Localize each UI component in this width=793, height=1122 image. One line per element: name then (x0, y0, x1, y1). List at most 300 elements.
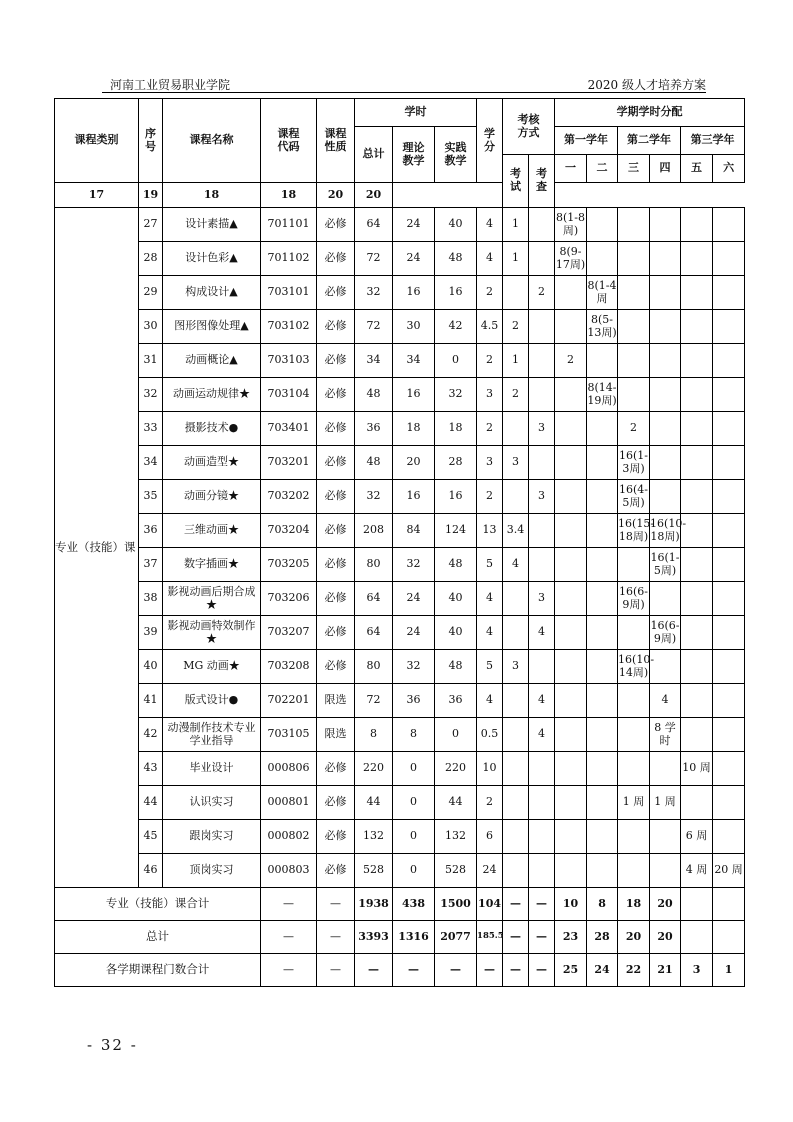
semester-6-cell (713, 412, 745, 446)
semester-6-cell (713, 582, 745, 616)
semester-4-cell (650, 752, 681, 786)
practice-hours-cell: 42 (435, 310, 477, 344)
course-name-cell: 版式设计● (163, 684, 261, 718)
table-row (55, 752, 745, 786)
semester-3-cell (618, 276, 650, 310)
semester-6-cell (713, 310, 745, 344)
semester-1-cell (555, 752, 587, 786)
course-code-cell: 703104 (261, 378, 317, 412)
seq-cell: 30 (139, 310, 163, 344)
practice-hours-cell: 124 (435, 514, 477, 548)
semester-4-cell: 1 周 (650, 786, 681, 820)
summary-practice-cell: — (435, 954, 477, 987)
semester-3-cell: 1 周 (618, 786, 650, 820)
semester-3-cell: 2 (618, 412, 650, 446)
semester-1-cell (555, 310, 587, 344)
exam-cell: 3 (503, 446, 529, 480)
theory-hours-cell: 0 (393, 820, 435, 854)
table-row (55, 684, 745, 718)
semester-4-cell (650, 412, 681, 446)
practice-hours-cell: 48 (435, 242, 477, 276)
total-hours-cell: 48 (355, 446, 393, 480)
summary-semester-4-cell: 20 (650, 888, 681, 921)
course-name-cell: 构成设计▲ (163, 276, 261, 310)
semester-1-cell (555, 446, 587, 480)
theory-hours-cell: 16 (393, 378, 435, 412)
summary-total-cell: 3393 (355, 921, 393, 954)
col-credit-header: 学 分 (477, 99, 503, 183)
credit-cell: 2 (477, 412, 503, 446)
year2-header: 第二学年 (618, 127, 681, 155)
semester-1-cell (555, 378, 587, 412)
course-code-cell: 703208 (261, 650, 317, 684)
semester-2-cell (587, 820, 618, 854)
total-hours-cell: 72 (355, 684, 393, 718)
semester-2-cell (587, 582, 618, 616)
seq-cell: 34 (139, 446, 163, 480)
semester-2-cell: 8(14-19周) (587, 378, 618, 412)
semester-5-cell (681, 276, 713, 310)
course-nature-cell: 必修 (317, 650, 355, 684)
semester-4-cell (650, 446, 681, 480)
semester-2-cell (587, 786, 618, 820)
summary-semester-3-cell: 20 (618, 921, 650, 954)
course-nature-cell: 必修 (317, 820, 355, 854)
table-row (55, 208, 745, 242)
practice-hours-cell: 16 (435, 480, 477, 514)
semester-6-cell (713, 276, 745, 310)
theory-hours-cell: 30 (393, 310, 435, 344)
practice-hours-cell: 40 (435, 582, 477, 616)
total-hours-cell: 72 (355, 310, 393, 344)
header-rule (102, 92, 706, 93)
course-nature-cell: 限选 (317, 684, 355, 718)
semester-2-cell (587, 616, 618, 650)
col-hours-header: 学时 (355, 99, 477, 127)
semester-5-cell (681, 310, 713, 344)
check-cell: 3 (529, 412, 555, 446)
total-hours-cell: 48 (355, 378, 393, 412)
table-row (55, 276, 745, 310)
practice-hours-cell: 528 (435, 854, 477, 888)
semester-1-cell: 8(9-17周) (555, 242, 587, 276)
col-total-header: 总计 (355, 127, 393, 183)
summary-row (55, 954, 745, 987)
check-cell (529, 446, 555, 480)
course-name-cell: 动画分镜★ (163, 480, 261, 514)
table-row (55, 480, 745, 514)
col-assess-header: 考核 方式 (503, 99, 555, 155)
practice-hours-cell: 16 (435, 276, 477, 310)
semester-2-cell (587, 480, 618, 514)
course-name-cell: 图形图像处理▲ (163, 310, 261, 344)
semester-4-cell (650, 650, 681, 684)
semester-2-cell (587, 208, 618, 242)
course-name-cell: 毕业设计 (163, 752, 261, 786)
summary-exam-cell: — (503, 888, 529, 921)
course-nature-cell: 必修 (317, 310, 355, 344)
total-hours-cell: 80 (355, 548, 393, 582)
course-code-cell: 000802 (261, 820, 317, 854)
exam-cell (503, 412, 529, 446)
theory-hours-cell: 0 (393, 854, 435, 888)
credit-cell: 2 (477, 480, 503, 514)
semester-3-cell (618, 752, 650, 786)
total-hours-cell: 220 (355, 752, 393, 786)
semester-3-cell (618, 854, 650, 888)
course-nature-cell: 必修 (317, 276, 355, 310)
weeks-3: 18 (163, 183, 261, 208)
table-row (55, 854, 745, 888)
theory-hours-cell: 34 (393, 344, 435, 378)
semester-4-cell (650, 310, 681, 344)
table-row (55, 718, 745, 752)
semester-6-cell (713, 786, 745, 820)
practice-hours-cell: 44 (435, 786, 477, 820)
seq-cell: 32 (139, 378, 163, 412)
theory-hours-cell: 20 (393, 446, 435, 480)
total-hours-cell: 34 (355, 344, 393, 378)
course-name-cell: 认识实习 (163, 786, 261, 820)
semester-3-cell (618, 208, 650, 242)
semester-5-cell: 10 周 (681, 752, 713, 786)
check-cell: 2 (529, 276, 555, 310)
practice-hours-cell: 48 (435, 548, 477, 582)
theory-hours-cell: 32 (393, 548, 435, 582)
course-nature-cell: 必修 (317, 378, 355, 412)
semester-1-cell (555, 514, 587, 548)
check-cell (529, 344, 555, 378)
semester-1-cell (555, 412, 587, 446)
theory-hours-cell: 0 (393, 786, 435, 820)
credit-cell: 2 (477, 786, 503, 820)
semester-3-cell (618, 378, 650, 412)
course-name-cell: 影视动画特效制作★ (163, 616, 261, 650)
credit-cell: 2 (477, 276, 503, 310)
seq-cell: 45 (139, 820, 163, 854)
theory-hours-cell: 32 (393, 650, 435, 684)
semester-6-cell (713, 378, 745, 412)
summary-semester-1-cell: 25 (555, 954, 587, 987)
weeks-6: 20 (355, 183, 393, 208)
semester-6-cell (713, 548, 745, 582)
total-hours-cell: 44 (355, 786, 393, 820)
document-title: 2020 级人才培养方案 (587, 78, 706, 92)
semester-4-cell (650, 378, 681, 412)
check-cell (529, 786, 555, 820)
summary-semester-2-cell: 8 (587, 888, 618, 921)
seq-cell: 37 (139, 548, 163, 582)
col-name-header: 课程名称 (163, 99, 261, 183)
summary-exam-cell: — (503, 954, 529, 987)
col-nature-header: 课程 性质 (317, 99, 355, 183)
theory-hours-cell: 16 (393, 480, 435, 514)
summary-total-cell: 1938 (355, 888, 393, 921)
semester-6-cell (713, 650, 745, 684)
semester-4-cell: 16(1-5周) (650, 548, 681, 582)
course-code-cell: 000803 (261, 854, 317, 888)
semester-3-cell (618, 718, 650, 752)
course-name-cell: 动画运动规律★ (163, 378, 261, 412)
semester-6-cell (713, 820, 745, 854)
course-nature-cell: 必修 (317, 344, 355, 378)
semester-5-cell (681, 786, 713, 820)
credit-cell: 4 (477, 242, 503, 276)
credit-cell: 3 (477, 378, 503, 412)
table-row (55, 786, 745, 820)
semester-2-cell (587, 446, 618, 480)
exam-cell (503, 684, 529, 718)
course-name-cell: 数字插画★ (163, 548, 261, 582)
semester-3-cell (618, 242, 650, 276)
practice-hours-cell: 18 (435, 412, 477, 446)
school-name: 河南工业贸易职业学院 (110, 78, 231, 92)
table-row (55, 548, 745, 582)
semester-2-cell (587, 684, 618, 718)
semester-2-cell (587, 514, 618, 548)
col-exam-header: 考 试 (503, 155, 529, 208)
total-hours-cell: 64 (355, 208, 393, 242)
check-cell (529, 208, 555, 242)
seq-cell: 27 (139, 208, 163, 242)
practice-hours-cell: 40 (435, 616, 477, 650)
course-name-cell: 设计素描▲ (163, 208, 261, 242)
semester-6-cell (713, 242, 745, 276)
check-cell (529, 514, 555, 548)
semester-1-cell (555, 582, 587, 616)
seq-cell: 40 (139, 650, 163, 684)
summary-semester-1-cell: 23 (555, 921, 587, 954)
seq-cell: 28 (139, 242, 163, 276)
course-code-cell: 703202 (261, 480, 317, 514)
theory-hours-cell: 36 (393, 684, 435, 718)
total-hours-cell: 528 (355, 854, 393, 888)
summary-label-cell: 专业（技能）课合计 (55, 888, 261, 921)
year1-header: 第一学年 (555, 127, 618, 155)
theory-hours-cell: 8 (393, 718, 435, 752)
summary-nature-cell: — (317, 921, 355, 954)
check-cell: 4 (529, 718, 555, 752)
year3-header: 第三学年 (681, 127, 745, 155)
semester-4-cell (650, 344, 681, 378)
summary-code-cell: — (261, 954, 317, 987)
seq-cell: 29 (139, 276, 163, 310)
semester-5-cell (681, 582, 713, 616)
seq-cell: 42 (139, 718, 163, 752)
semester-4-cell (650, 854, 681, 888)
course-nature-cell: 必修 (317, 548, 355, 582)
summary-label-cell: 总计 (55, 921, 261, 954)
semester-1-cell: 8(1-8周) (555, 208, 587, 242)
summary-row (55, 921, 745, 954)
semester-6-cell (713, 514, 745, 548)
semester-3-cell (618, 548, 650, 582)
semester-6-cell (713, 718, 745, 752)
semester-6-cell (713, 684, 745, 718)
check-cell (529, 310, 555, 344)
summary-total-cell: — (355, 954, 393, 987)
course-code-cell: 701101 (261, 208, 317, 242)
practice-hours-cell: 0 (435, 718, 477, 752)
course-code-cell: 703105 (261, 718, 317, 752)
semester-4-cell (650, 820, 681, 854)
table-row (55, 310, 745, 344)
page-header (102, 76, 706, 92)
credit-cell: 6 (477, 820, 503, 854)
semester-3-cell: 16(4-5周) (618, 480, 650, 514)
course-name-cell: 三维动画★ (163, 514, 261, 548)
semester-1-cell (555, 548, 587, 582)
semester-2-cell (587, 650, 618, 684)
summary-code-cell: — (261, 921, 317, 954)
exam-cell: 2 (503, 310, 529, 344)
seq-cell: 39 (139, 616, 163, 650)
course-nature-cell: 必修 (317, 854, 355, 888)
semester-2-cell (587, 548, 618, 582)
semester-3-cell (618, 684, 650, 718)
theory-hours-cell: 0 (393, 752, 435, 786)
credit-cell: 4 (477, 684, 503, 718)
summary-credit-cell: — (477, 954, 503, 987)
semester-1-cell (555, 684, 587, 718)
course-code-cell: 703201 (261, 446, 317, 480)
course-name-cell: 设计色彩▲ (163, 242, 261, 276)
course-name-cell: MG 动画★ (163, 650, 261, 684)
check-cell: 3 (529, 582, 555, 616)
course-code-cell: 000806 (261, 752, 317, 786)
semester-2-cell: 8(1-4周 (587, 276, 618, 310)
weeks-1: 17 (55, 183, 139, 208)
total-hours-cell: 208 (355, 514, 393, 548)
table-row (55, 242, 745, 276)
header-row-1 (55, 99, 745, 127)
practice-hours-cell: 32 (435, 378, 477, 412)
summary-semester-4-cell: 20 (650, 921, 681, 954)
semester-4-cell: 16(10-18周) (650, 514, 681, 548)
exam-cell (503, 786, 529, 820)
check-cell (529, 820, 555, 854)
check-cell (529, 854, 555, 888)
semester-3-cell: 16(10-14周) (618, 650, 650, 684)
seq-cell: 33 (139, 412, 163, 446)
semester-6-cell: 20 周 (713, 854, 745, 888)
table-body (55, 99, 745, 987)
summary-semester-4-cell: 21 (650, 954, 681, 987)
semester-2-cell (587, 854, 618, 888)
semester-5-cell (681, 616, 713, 650)
category-cell: 专业（技能）课 (55, 208, 139, 888)
semester-5-cell (681, 344, 713, 378)
semester-5-cell (681, 548, 713, 582)
semester-2-cell (587, 412, 618, 446)
summary-nature-cell: — (317, 888, 355, 921)
exam-cell (503, 752, 529, 786)
semester-6-cell (713, 208, 745, 242)
semester-3-cell (618, 310, 650, 344)
header-row-4 (55, 183, 745, 208)
course-code-cell: 703207 (261, 616, 317, 650)
total-hours-cell: 132 (355, 820, 393, 854)
semester-1-cell (555, 650, 587, 684)
semester-3-cell (618, 820, 650, 854)
summary-semester-2-cell: 28 (587, 921, 618, 954)
semester-5-cell (681, 650, 713, 684)
seq-cell: 31 (139, 344, 163, 378)
seq-cell: 35 (139, 480, 163, 514)
semester-1-cell (555, 616, 587, 650)
semester-1-cell (555, 786, 587, 820)
table-row (55, 582, 745, 616)
course-name-cell: 跟岗实习 (163, 820, 261, 854)
summary-credit-cell: 104 (477, 888, 503, 921)
credit-cell: 4 (477, 208, 503, 242)
course-code-cell: 703101 (261, 276, 317, 310)
seq-cell: 38 (139, 582, 163, 616)
theory-hours-cell: 18 (393, 412, 435, 446)
col-seq-header: 序 号 (139, 99, 163, 183)
semester-6-cell (713, 480, 745, 514)
semester-5-cell: 4 周 (681, 854, 713, 888)
semester-4-header: 四 (650, 155, 681, 183)
course-code-cell: 703204 (261, 514, 317, 548)
weeks-4: 18 (261, 183, 317, 208)
course-nature-cell: 必修 (317, 208, 355, 242)
semester-2-cell (587, 344, 618, 378)
check-cell: 3 (529, 480, 555, 514)
summary-label-cell: 各学期课程门数合计 (55, 954, 261, 987)
summary-nature-cell: — (317, 954, 355, 987)
credit-cell: 2 (477, 344, 503, 378)
semester-5-cell (681, 242, 713, 276)
check-cell (529, 752, 555, 786)
semester-4-cell (650, 480, 681, 514)
course-code-cell: 703103 (261, 344, 317, 378)
semester-3-cell (618, 344, 650, 378)
semester-3-cell: 16(1-3周) (618, 446, 650, 480)
semester-3-cell (618, 616, 650, 650)
check-cell (529, 548, 555, 582)
semester-4-cell (650, 208, 681, 242)
theory-hours-cell: 24 (393, 208, 435, 242)
semester-3-cell: 16(6-9周) (618, 582, 650, 616)
table-row (55, 820, 745, 854)
course-nature-cell: 必修 (317, 786, 355, 820)
total-hours-cell: 80 (355, 650, 393, 684)
semester-1-cell (555, 718, 587, 752)
semester-5-cell (681, 684, 713, 718)
semester-5-cell (681, 208, 713, 242)
summary-semester-6-cell (713, 888, 745, 921)
semester-2-cell (587, 718, 618, 752)
summary-semester-3-cell: 22 (618, 954, 650, 987)
semester-2-cell (587, 752, 618, 786)
total-hours-cell: 72 (355, 242, 393, 276)
weeks-5: 20 (317, 183, 355, 208)
credit-cell: 5 (477, 548, 503, 582)
summary-check-cell: — (529, 954, 555, 987)
exam-cell (503, 718, 529, 752)
semester-2-header: 二 (587, 155, 618, 183)
theory-hours-cell: 24 (393, 616, 435, 650)
col-check-header: 考 查 (529, 155, 555, 208)
semester-6-cell (713, 344, 745, 378)
exam-cell: 1 (503, 208, 529, 242)
semester-5-cell (681, 412, 713, 446)
summary-practice-cell: 2077 (435, 921, 477, 954)
col-practice-header: 实践 教学 (435, 127, 477, 183)
table-row (55, 446, 745, 480)
course-nature-cell: 必修 (317, 412, 355, 446)
